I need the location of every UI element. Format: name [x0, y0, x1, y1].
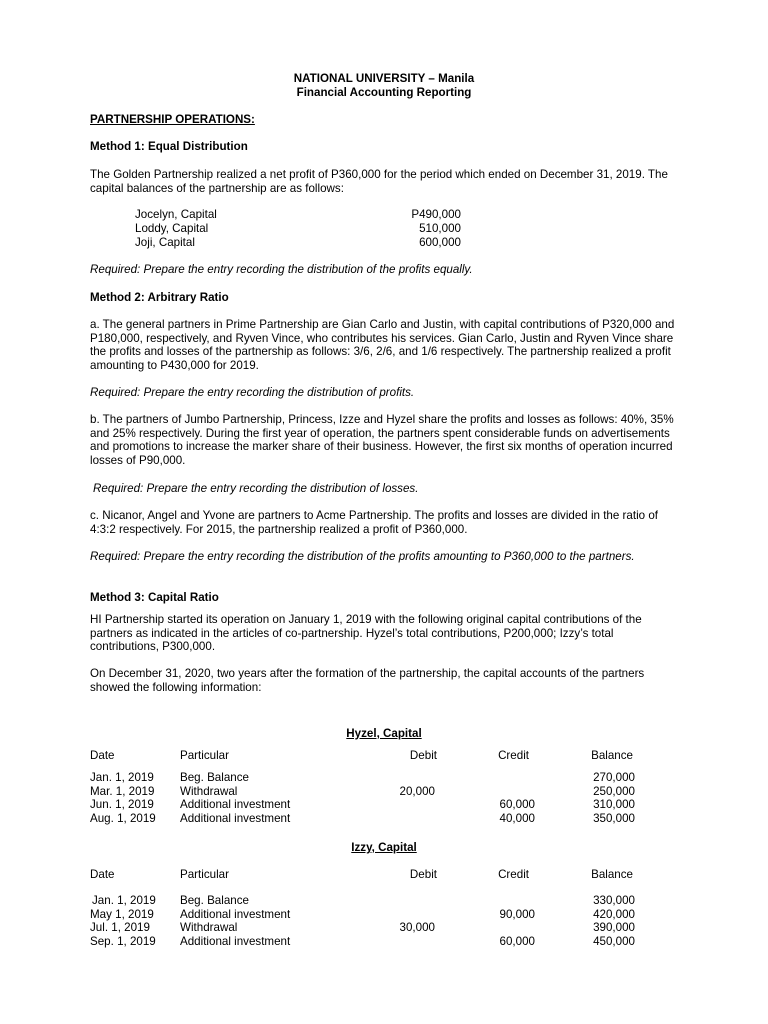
table-header-row	[90, 868, 635, 882]
cell-date: Jan. 1, 2019	[92, 893, 156, 907]
cell-particular: Additional investment	[180, 935, 291, 949]
cell-particular: Additional investment	[180, 798, 291, 812]
header-debit: Debit	[409, 749, 437, 762]
table-header-row	[90, 749, 635, 763]
izzy-capital-table	[90, 868, 635, 949]
cell-date: May 1, 2019	[90, 907, 154, 921]
capital-name: Joji, Capital	[135, 236, 195, 249]
cell-balance: 450,000	[593, 935, 635, 949]
cell-balance: 330,000	[593, 893, 635, 907]
hyzel-capital-table	[90, 749, 635, 826]
table-row	[90, 894, 635, 908]
table-row	[90, 935, 635, 949]
header-date: Date	[90, 749, 115, 762]
method2-b-paragraph: b. The partners of Jumbo Partnership, Princess, Izze and Hyzel share the profits and losses as follows: 40%, 35% and 25% respectively. During the first year of operation, the partners spent considerable funds on advertisements and promotions to increase the marker share of their business. However, the first six months of operation incurred losses of P90,000.	[90, 413, 674, 467]
table-row	[90, 785, 635, 799]
table-row	[90, 812, 635, 826]
capital-name: Jocelyn, Capital	[135, 208, 217, 221]
capital-balances-list	[0, 208, 768, 252]
table-row	[90, 921, 635, 935]
capital-amount: 510,000	[419, 222, 461, 235]
cell-date: Jan. 1, 2019	[90, 770, 154, 784]
cell-particular: Beg. Balance	[180, 770, 249, 784]
header-date: Date	[90, 868, 115, 881]
header-debit: Debit	[409, 868, 437, 881]
cell-date: Aug. 1, 2019	[90, 812, 156, 826]
cell-balance: 310,000	[593, 798, 635, 812]
cell-credit: 40,000	[499, 812, 535, 826]
university-header	[0, 72, 768, 99]
method2-c-paragraph: c. Nicanor, Angel and Yvone are partners to Acme Partnership. The profits and losses are divided in the ratio of 4:3:2 respectively. For 2015, the partnership realized a profit of P360,000.	[90, 509, 658, 536]
method2-c-required: Required: Prepare the entry recording the distribution of the profits amounting to P360,000 to the partners.	[90, 550, 635, 563]
course-title: Financial Accounting Reporting	[296, 85, 472, 99]
method3-paragraph1: HI Partnership started its operation on January 1, 2019 with the following original capital contributions of the partners as indicated in the articles of co-partnership. Hyzel’s total contributions, P200,000; Izzy’s total contributions, P300,000.	[90, 613, 642, 654]
method2-a-required: Required: Prepare the entry recording the distribution of profits.	[90, 386, 415, 399]
header-credit: Credit	[498, 868, 529, 881]
izzy-capital-title: Izzy, Capital	[351, 841, 417, 854]
header-particular: Particular	[180, 868, 229, 881]
method3-paragraph2: On December 31, 2020, two years after the formation of the partnership, the capital accounts of the partners showed the following information:	[90, 667, 645, 694]
header-credit: Credit	[498, 749, 529, 762]
cell-credit: 60,000	[499, 798, 535, 812]
method1-heading: Method 1: Equal Distribution	[90, 140, 248, 153]
capital-name: Loddy, Capital	[135, 222, 209, 235]
cell-date: Jul. 1, 2019	[90, 921, 150, 935]
capital-row	[135, 236, 461, 250]
cell-debit: 20,000	[399, 784, 435, 798]
header-particular: Particular	[180, 749, 229, 762]
cell-date: Jun. 1, 2019	[90, 798, 154, 812]
cell-credit: 90,000	[499, 907, 535, 921]
cell-particular: Additional investment	[180, 907, 291, 921]
method3-heading: Method 3: Capital Ratio	[90, 591, 219, 604]
cell-credit: 60,000	[499, 935, 535, 949]
table-row	[90, 771, 635, 785]
method2-heading: Method 2: Arbitrary Ratio	[90, 291, 229, 304]
method1-paragraph: The Golden Partnership realized a net profit of P360,000 for the period which ended on December 31, 2019. The capital balances of the partnership are as follows:	[90, 168, 668, 195]
cell-particular: Additional investment	[180, 812, 291, 826]
capital-amount: P490,000	[411, 208, 461, 221]
cell-particular: Withdrawal	[180, 784, 238, 798]
cell-balance: 270,000	[593, 770, 635, 784]
capital-row	[135, 208, 461, 222]
section-title: PARTNERSHIP OPERATIONS:	[90, 113, 255, 126]
capital-amount: 600,000	[419, 236, 461, 249]
cell-particular: Beg. Balance	[180, 893, 249, 907]
cell-balance: 250,000	[593, 784, 635, 798]
cell-date: Sep. 1, 2019	[90, 935, 156, 949]
cell-particular: Withdrawal	[180, 921, 238, 935]
cell-balance: 390,000	[593, 921, 635, 935]
method1-required: Required: Prepare the entry recording the distribution of the profits equally.	[90, 263, 473, 276]
cell-debit: 30,000	[399, 921, 435, 935]
university-name: NATIONAL UNIVERSITY – Manila	[293, 72, 475, 85]
method2-a-paragraph: a. The general partners in Prime Partnership are Gian Carlo and Justin, with capital contributions of P320,000 and P180,000, respectively, and Ryven Vince, who contributes his services. Gian Carlo, Justin and Ryven Vince share the profits and losses of the partnership as follows: 3/6, 2/6, and 1/6 respectively. The partnership realized a profit amounting to P430,000 for 2019.	[90, 318, 675, 372]
cell-balance: 350,000	[593, 812, 635, 826]
table-row	[90, 798, 635, 812]
header-balance: Balance	[591, 868, 633, 881]
method2-b-required: Required: Prepare the entry recording the distribution of losses.	[93, 482, 419, 495]
cell-date: Mar. 1, 2019	[90, 784, 155, 798]
cell-balance: 420,000	[593, 907, 635, 921]
hyzel-capital-title: Hyzel, Capital	[346, 727, 422, 740]
header-balance: Balance	[591, 749, 633, 762]
capital-row	[135, 222, 461, 236]
table-row	[90, 908, 635, 922]
